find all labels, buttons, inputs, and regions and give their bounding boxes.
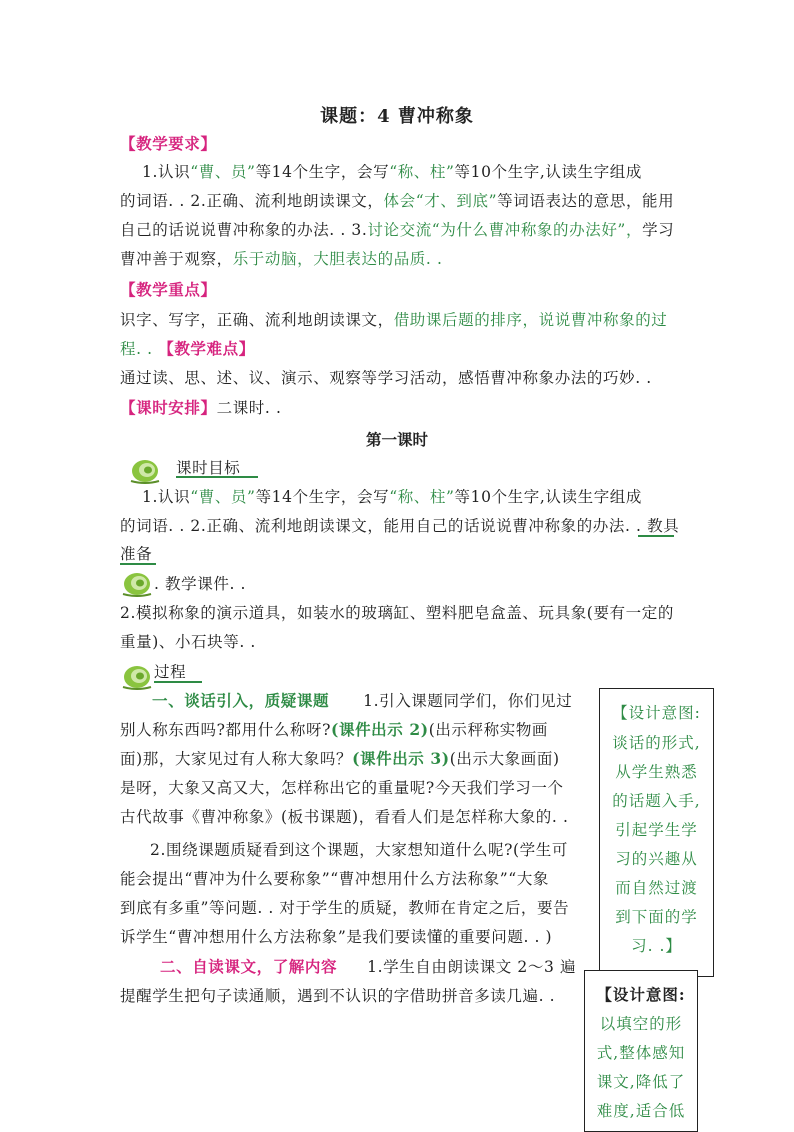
box-line: 谈话的形式, [612,734,701,752]
part2-line-2: 提醒学生把句子读通顺，遇到不认识的字借助拼音多读几遍. . [120,987,556,1005]
part1-line-9: 诉学生“曹冲想用什么方法称象”是我们要读懂的重要问题. . ) [120,928,553,946]
section-heading-schedule: 【课时安排】 [120,398,217,417]
schedule-line [120,398,282,418]
key-line-1 [120,310,667,330]
box-line: 难度,适合低 [596,1102,686,1120]
teaching-aids-heading: 教具 [647,517,680,535]
req-line-1 [142,162,642,182]
box-line: 【设计意图: [596,985,686,1004]
box-line: 以填空的形 [599,1015,683,1033]
goal-line-1 [142,487,642,507]
part1-line-8: 到底有多重”等问题. . 对于学生的质疑，教师在肯定之后，要告 [120,899,570,917]
part1-line-2 [120,720,548,740]
text: 面)那，大家见过有人称大象吗？ [120,750,353,768]
part1-line-6: 2.围绕课题质疑看到这个课题，大家想知道什么呢?(学生可 [150,841,568,859]
goal-line-2 [120,516,679,536]
text: (出示大象画面) [449,750,560,768]
difficult-line-1: 通过读、思、述、议、演示、观察等学习活动，感悟曹冲称象办法的巧妙. . [120,369,652,387]
text: 等词语表达的意思，能用 [497,192,675,210]
text: 1.学生自由朗读课文 2～3 遍 [367,958,577,976]
text: 借助课后题的排序，说说曹冲称象的过 [393,311,668,329]
snail-icon [120,660,154,690]
box-line: 而自然过渡 [615,879,698,897]
section-heading-part2: 二、自读课文，了解内容 [160,957,338,976]
section-heading-keypoints: 【教学重点】 [120,280,217,299]
text: “称、柱” [389,163,455,181]
box-line: 课文,降低了 [596,1073,686,1091]
text: (课件出示 3) [352,749,450,768]
text: 的词语. . 2.正确、流利地朗读课文，能用自己的话说说曹冲称象的办法. . [120,517,648,535]
goal-underline [176,476,258,478]
text: 程. . [120,340,159,358]
part2-line-1 [160,957,576,977]
part1-line-4: 是呀，大象又高又大，怎样称出它的重量呢?今天我们学习一个 [120,779,564,797]
box-line: 习的兴趣从 [615,850,698,868]
text: (出示秤称实物画 [428,721,549,739]
part1-line-1 [152,691,572,711]
text: 1.认识 [142,163,191,181]
req-line-3 [120,220,674,240]
text: “曹、员” [190,488,256,506]
process-underline [154,681,202,683]
section-heading-requirements: 【教学要求】 [120,134,217,153]
text: 乐于动脑，大胆表达的品质. . [232,250,443,268]
prep-line-2: 2.模拟称象的演示道具，如装水的玻璃缸、塑料肥皂盒盖、玩具象(要有一定的 [120,604,674,622]
box-line: 的话题入手, [612,792,701,810]
key-line-2 [120,339,255,359]
goal-heading: 课时目标 [176,459,241,477]
text: 1.引入课题同学们，你们见过 [363,692,573,710]
box-line: 到下面的学 [615,908,698,926]
part1-line-7: 能会提出“曹冲为什么要称象”“曹冲想用什么方法称象”“大象 [120,870,550,888]
prep-line-3: 重量)、小石块等. . [120,633,256,651]
goal-line-3: 准备 [120,545,153,563]
part1-line-3 [120,749,560,769]
snail-icon [128,454,162,484]
req-line-4 [120,249,443,269]
box-line: 引起学生学 [615,821,698,839]
text: 别人称东西吗?都用什么称呀? [120,721,332,739]
text: 二课时. . [216,399,282,417]
box-line: 【设计意图: [612,704,701,722]
prep-line-1: . 教学课件. . [154,575,247,593]
box-line: 习. .】 [631,937,682,955]
section-heading-part1: 一、谈话引入，质疑课题 [152,691,330,710]
text: 等14个生字，会写 [255,488,390,506]
text: 学习 [642,221,675,239]
box-line: 从学生熟悉 [615,763,698,781]
text: 等10个生字,认读生字组成 [454,163,642,181]
text: 等10个生字,认读生字组成 [454,488,642,506]
snail-icon [120,567,154,597]
page-title: 课题：4 曹冲称象 [320,106,474,127]
text: “曹、员” [190,163,256,181]
prep-underline [120,563,156,565]
box-line: 式,整体感知 [596,1044,686,1062]
part1-line-5: 古代故事《曹冲称象》(板书课题)，看看人们是怎样称大象的. . [120,808,569,826]
lesson-heading: 第一课时 [365,430,428,449]
req-line-2 [120,191,674,211]
aids-underline [638,535,674,537]
text: 等14个生字，会写 [255,163,390,181]
design-intent-box-1 [599,688,714,977]
text: 识字、写字，正确、流利地朗读课文， [120,311,394,329]
text: (课件出示 2) [331,720,429,739]
text: 体会“才、到底” [383,192,498,210]
text: 自己的话说说曹冲称象的办法. . 3. [120,221,368,239]
text: 曹冲善于观察， [120,250,233,268]
text: 讨论交流“为什么曹冲称象的办法好”， [367,221,643,239]
text: 1.认识 [142,488,191,506]
text: 的词语. . 2.正确、流利地朗读课文， [120,192,384,210]
section-heading-difficulties: 【教学难点】 [158,339,255,358]
process-heading: 过程 [154,663,187,681]
text: “称、柱” [389,488,455,506]
design-intent-box-2 [584,970,698,1132]
